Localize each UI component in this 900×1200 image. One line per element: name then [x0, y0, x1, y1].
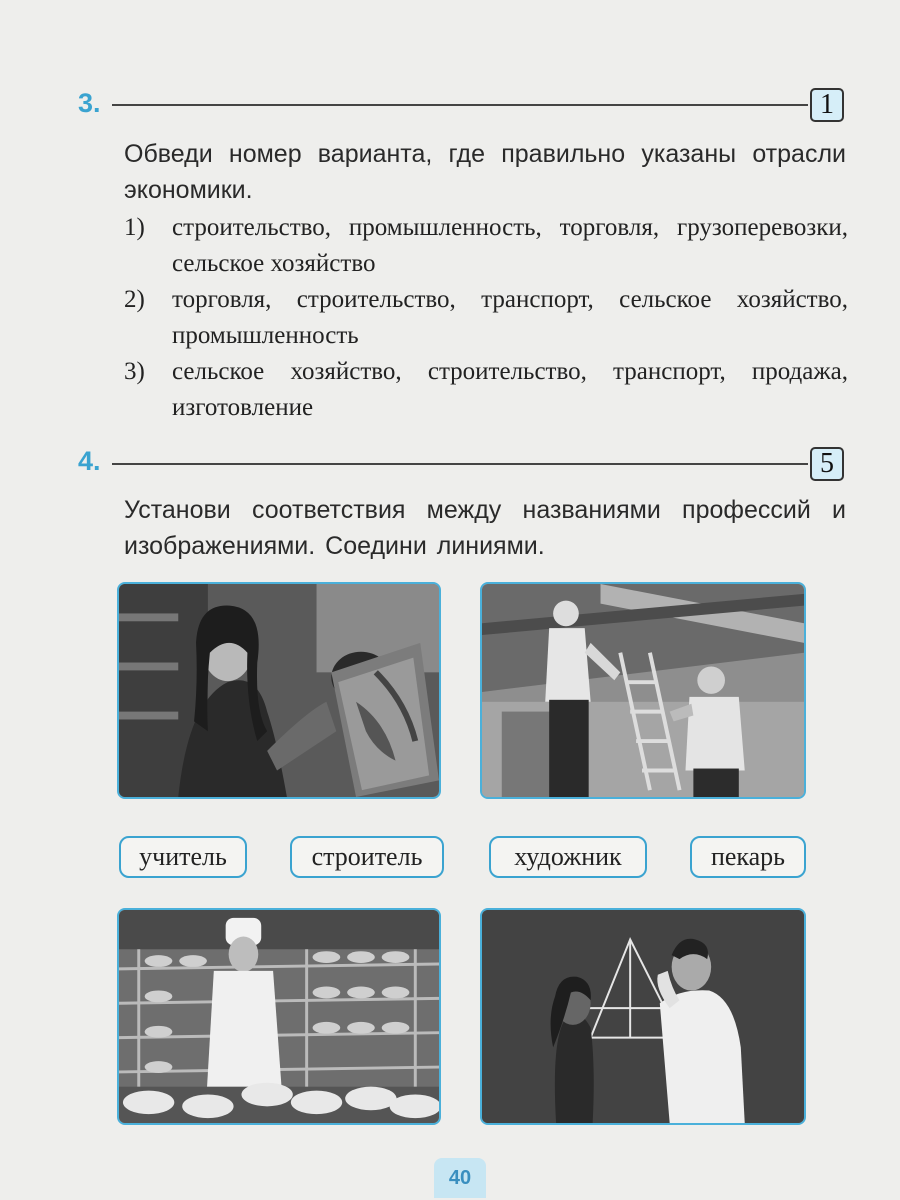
- option-text: сельское хозяйство, строительство, транспорт, продажа, изготовление: [172, 358, 848, 421]
- task-4-instruction: Установи соответствия между названиями профессий и изображениями. Соедини линиями.: [124, 496, 846, 560]
- builders-photo[interactable]: [480, 582, 806, 799]
- task-3-score-box: 1: [810, 88, 844, 122]
- option-text: строительство, промышленность, торговля, грузоперевозки, сельское хозяйство: [172, 214, 848, 277]
- option-number: 3): [124, 358, 145, 385]
- task-3-option-3[interactable]: [124, 354, 848, 426]
- task-4-number: 4.: [78, 446, 101, 476]
- label-teacher[interactable]: учитель: [119, 836, 247, 878]
- artist-painting-icon: [119, 584, 439, 797]
- label-baker[interactable]: пекарь: [690, 836, 806, 878]
- builders-icon: [482, 584, 804, 797]
- task-4-rule: [112, 463, 808, 465]
- teacher-blackboard-photo[interactable]: [480, 908, 806, 1125]
- task-3-number: 3.: [78, 88, 101, 118]
- baker-icon: [119, 910, 439, 1123]
- artist-painting-photo[interactable]: [117, 582, 441, 799]
- option-number: 2): [124, 286, 145, 313]
- label-artist[interactable]: художник: [489, 836, 647, 878]
- baker-photo[interactable]: [117, 908, 441, 1125]
- option-text: торговля, строительство, транспорт, сельское хозяйство, промышленность: [172, 286, 848, 349]
- option-number: 1): [124, 214, 145, 241]
- teacher-blackboard-icon: [482, 910, 804, 1123]
- page-number: 40: [434, 1158, 486, 1198]
- label-builder[interactable]: строитель: [290, 836, 444, 878]
- task-3-option-2[interactable]: [124, 282, 848, 354]
- task-4-score-box: 5: [810, 447, 844, 481]
- task-3-rule: [112, 104, 808, 106]
- task-3-instruction: Обведи номер варианта, где правильно указаны отрасли экономики.: [124, 140, 846, 204]
- task-3-option-1[interactable]: [124, 210, 848, 282]
